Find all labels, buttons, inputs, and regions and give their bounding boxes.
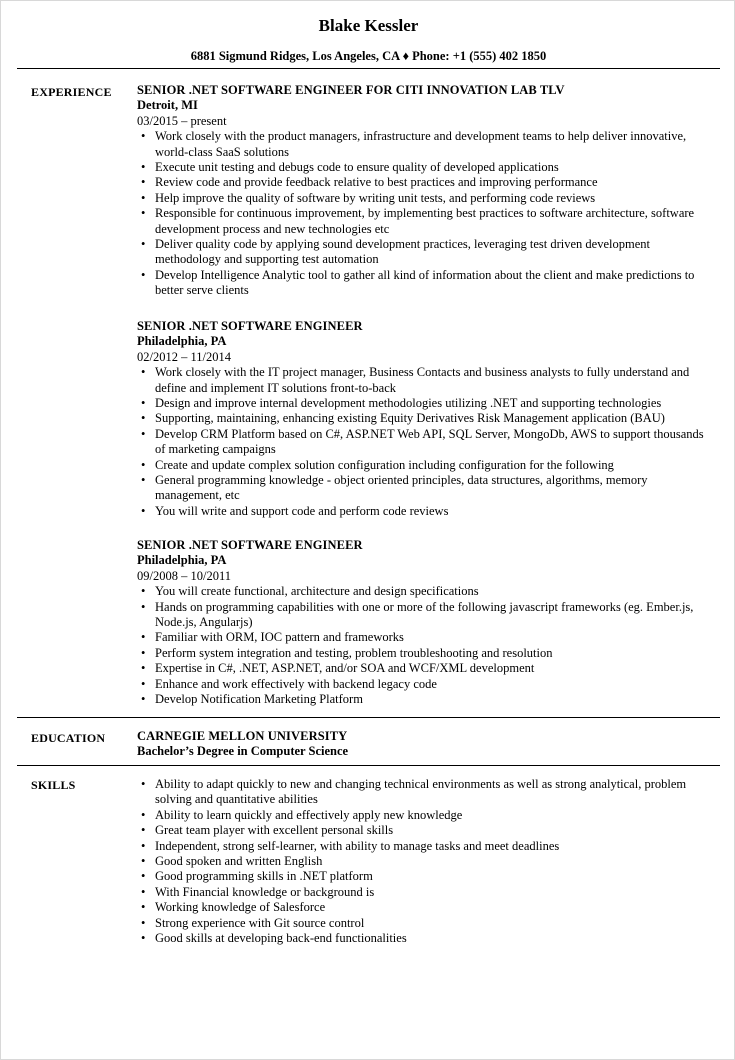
list-item-text: You will create functional, architecture and design specifications <box>155 584 479 599</box>
list-item <box>137 411 712 426</box>
job-title: SENIOR .NET SOFTWARE ENGINEER FOR CITI INNOVATION LAB TLV <box>137 83 565 97</box>
section-divider <box>17 717 720 718</box>
job-location: Philadelphia, PA <box>137 334 227 349</box>
list-item-text: Create and update complex solution configuration including configuration for the following <box>155 457 614 472</box>
section-label-experience: EXPERIENCE <box>31 85 112 99</box>
list-item-text: Familiar with ORM, IOC pattern and frameworks <box>155 630 404 645</box>
list-item-text: Supporting, maintaining, enhancing existing Equity Derivatives Risk Management application (BAU) <box>155 411 665 426</box>
bullet-icon: • <box>141 396 146 411</box>
list-item <box>137 458 712 473</box>
list-item-text: Develop Notification Marketing Platform <box>155 692 363 707</box>
list-item <box>137 677 712 692</box>
bullet-icon: • <box>141 426 146 441</box>
list-item-text: Deliver quality code by applying sound development practices, leveraging test driven development methodology and supporting test automation <box>155 237 650 267</box>
list-item <box>137 175 712 190</box>
list-item <box>137 584 712 599</box>
job-location: Detroit, MI <box>137 98 198 113</box>
list-item-text: Good skills at developing back-end functionalities <box>155 931 407 946</box>
bullet-icon: • <box>141 206 146 221</box>
list-item <box>137 600 712 631</box>
school-name: CARNEGIE MELLON UNIVERSITY <box>137 729 348 743</box>
skills-entry <box>137 777 712 946</box>
list-item-text: Work closely with the product managers, infrastructure and development teams to help deliver innovative, world-class SaaS solutions <box>155 129 687 159</box>
job-dates: 03/2015 – present <box>137 113 227 128</box>
job-entry-2 <box>137 319 712 519</box>
bullet-icon: • <box>141 692 146 707</box>
list-item <box>137 206 712 237</box>
list-item-text: Strong experience with Git source control <box>155 915 365 930</box>
skills-bullets <box>137 777 712 946</box>
bullet-icon: • <box>141 823 146 838</box>
list-item <box>137 885 712 900</box>
section-label-skills: SKILLS <box>31 778 76 792</box>
candidate-name: Blake Kessler <box>318 16 419 35</box>
list-item <box>137 129 712 160</box>
bullet-icon: • <box>141 931 146 946</box>
job-bullets <box>137 365 712 519</box>
list-item <box>137 916 712 931</box>
bullet-icon: • <box>141 503 146 518</box>
job-dates: 09/2008 – 10/2011 <box>137 568 231 583</box>
list-item-text: Help improve the quality of software by writing unit tests, and performing code reviews <box>155 190 596 205</box>
bullet-icon: • <box>141 237 146 252</box>
bullet-icon: • <box>141 584 146 599</box>
list-item <box>137 191 712 206</box>
list-item <box>137 692 712 707</box>
list-item-text: Ability to adapt quickly to new and changing technical environments as well as strong analytical, problem solving and quantitative abilities <box>155 777 687 807</box>
list-item <box>137 646 712 661</box>
job-title: SENIOR .NET SOFTWARE ENGINEER <box>137 538 363 552</box>
list-item-text: Review code and provide feedback relative to best practices and improving performance <box>155 175 598 190</box>
job-entry-1 <box>137 83 712 299</box>
list-item <box>137 839 712 854</box>
section-divider <box>17 765 720 766</box>
list-item-text: Good programming skills in .NET platform <box>155 869 373 884</box>
list-item-text: Work closely with the IT project manager, Business Contacts and business analysts to fully understand and define and implement IT solutions front-to-back <box>155 365 690 395</box>
list-item <box>137 900 712 915</box>
list-item-text: Enhance and work effectively with backend legacy code <box>155 676 437 691</box>
list-item <box>137 396 712 411</box>
bullet-icon: • <box>141 676 146 691</box>
list-item-text: Hands on programming capabilities with one or more of the following javascript frameworks (eg. Ember.js, Node.js, Angularjs) <box>155 599 694 630</box>
list-item <box>137 661 712 676</box>
job-title: SENIOR .NET SOFTWARE ENGINEER <box>137 319 363 333</box>
education-entry <box>137 729 712 760</box>
list-item-text: Perform system integration and testing, problem troubleshooting and resolution <box>155 645 553 660</box>
list-item <box>137 427 712 458</box>
list-item-text: Develop Intelligence Analytic tool to gather all kind of information about the client and make predictions to better serve clients <box>155 267 695 298</box>
bullet-icon: • <box>141 777 146 791</box>
bullet-icon: • <box>141 807 146 822</box>
list-item-text: Expertise in C#, .NET, ASP.NET, and/or SOA and WCF/XML development <box>155 661 535 676</box>
bullet-icon: • <box>141 175 146 190</box>
list-item-text: Working knowledge of Salesforce <box>155 900 326 915</box>
list-item-text: General programming knowledge - object oriented principles, data structures, algorithms, memory management, etc <box>155 473 648 503</box>
bullet-icon: • <box>141 645 146 660</box>
list-item <box>137 504 712 519</box>
list-item <box>137 473 712 504</box>
list-item-text: Good spoken and written English <box>155 854 323 869</box>
list-item-text: Responsible for continuous improvement, by implementing best practices to software architecture, software development process and new technologies etc <box>155 206 695 236</box>
bullet-icon: • <box>141 915 146 930</box>
bullet-icon: • <box>141 854 146 869</box>
bullet-icon: • <box>141 661 146 676</box>
list-item-text: Design and improve internal development methodologies utilizing .NET and supporting technologies <box>155 396 662 411</box>
list-item <box>137 268 712 299</box>
bullet-icon: • <box>141 473 146 488</box>
list-item <box>137 808 712 823</box>
bullet-icon: • <box>141 129 146 144</box>
list-item-text: Ability to learn quickly and effectively apply new knowledge <box>155 807 463 822</box>
degree: Bachelor’s Degree in Computer Science <box>137 744 349 759</box>
bullet-icon: • <box>141 190 146 205</box>
bullet-icon: • <box>141 900 146 915</box>
header-divider <box>17 68 720 69</box>
list-item-text: Execute unit testing and debugs code to ensure quality of developed applications <box>155 160 559 175</box>
contact-line: 6881 Sigmund Ridges, Los Angeles, CA ♦ Phone: +1 (555) 402 1850 <box>190 49 547 63</box>
list-item <box>137 854 712 869</box>
bullet-icon: • <box>141 160 146 175</box>
list-item <box>137 869 712 884</box>
job-bullets <box>137 129 712 298</box>
bullet-icon: • <box>141 365 146 380</box>
job-bullets <box>137 584 712 707</box>
list-item-text: Independent, strong self-learner, with ability to manage tasks and meet deadlines <box>155 838 560 853</box>
list-item-text: With Financial knowledge or background is <box>155 884 375 899</box>
list-item <box>137 777 712 808</box>
list-item <box>137 160 712 175</box>
bullet-icon: • <box>141 869 146 884</box>
list-item-text: You will write and support code and perform code reviews <box>155 503 449 518</box>
bullet-icon: • <box>141 457 146 472</box>
bullet-icon: • <box>141 630 146 645</box>
bullet-icon: • <box>141 884 146 899</box>
list-item <box>137 823 712 838</box>
bullet-icon: • <box>141 838 146 853</box>
list-item <box>137 630 712 645</box>
job-location: Philadelphia, PA <box>137 553 227 568</box>
list-item <box>137 237 712 268</box>
list-item <box>137 931 712 946</box>
section-label-education: EDUCATION <box>31 731 106 745</box>
bullet-icon: • <box>141 267 146 282</box>
list-item-text: Great team player with excellent personal skills <box>155 823 394 838</box>
bullet-icon: • <box>141 599 146 614</box>
job-entry-3 <box>137 538 712 707</box>
bullet-icon: • <box>141 411 146 426</box>
job-dates: 02/2012 – 11/2014 <box>137 349 231 364</box>
list-item <box>137 365 712 396</box>
list-item-text: Develop CRM Platform based on C#, ASP.NET Web API, SQL Server, MongoDb, AWS to support thousands of marketing campaigns <box>155 426 704 457</box>
